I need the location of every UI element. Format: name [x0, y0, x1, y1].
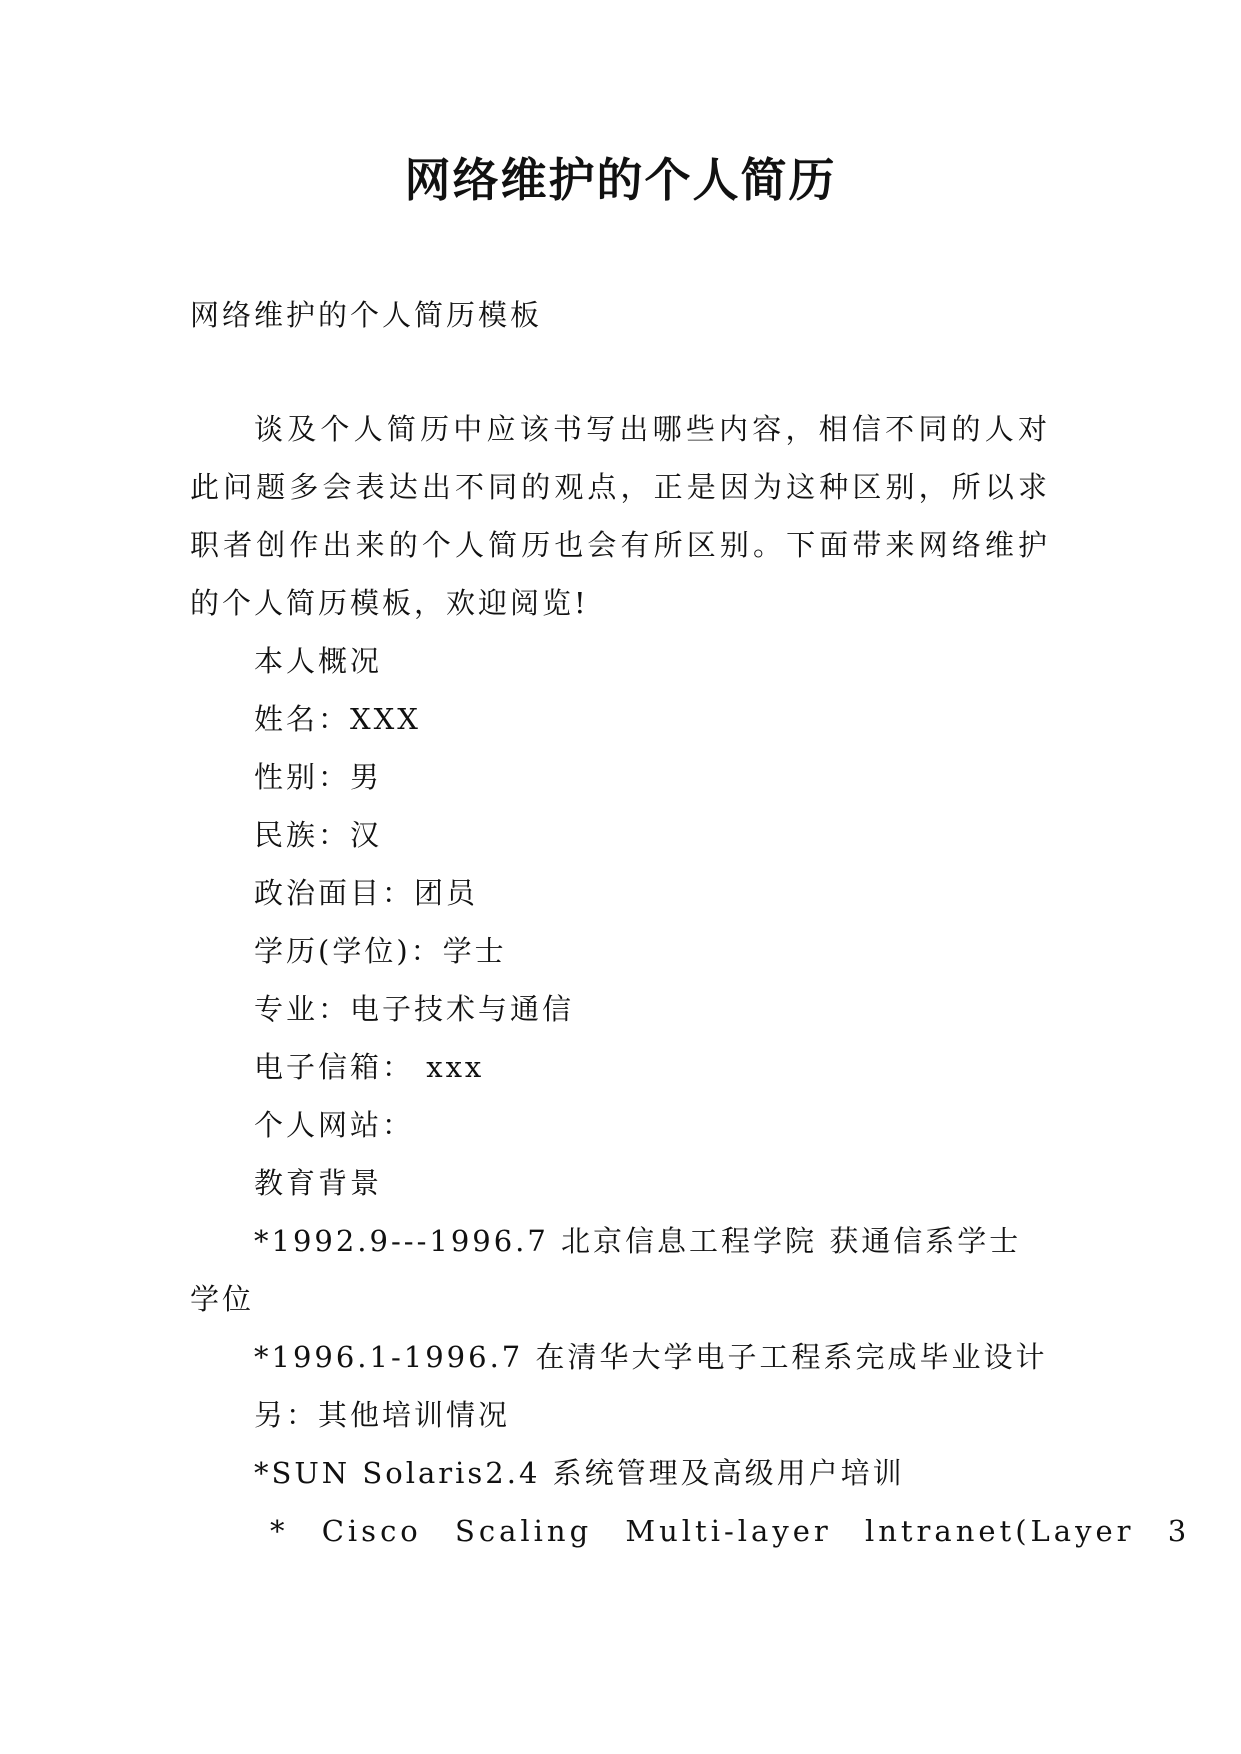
education-item: *1996.1-1996.7 在清华大学电子工程系完成毕业设计	[254, 1340, 1048, 1374]
document-title: 网络维护的个人简历	[404, 153, 837, 207]
political-status-line: 政治面目：团员	[254, 876, 479, 910]
training-item: *SUN Solaris2.4 系统管理及高级用户培训	[254, 1456, 905, 1490]
gender-line: 性别：男	[254, 760, 383, 794]
education-heading: 教育背景	[254, 1166, 383, 1200]
ethnicity-line: 民族：汉	[254, 818, 383, 852]
education-item: *1992.9---1996.7 北京信息工程学院 获通信系学士学位	[190, 1224, 1022, 1316]
website-line: 个人网站：	[254, 1108, 415, 1142]
name-line: 姓名：XXX	[254, 702, 421, 736]
other-training-line: 另：其他培训情况	[254, 1398, 511, 1432]
document-body	[190, 400, 1191, 1560]
profile-heading: 本人概况	[254, 644, 383, 678]
intro-paragraph: 谈及个人简历中应该书写出哪些内容，相信不同的人对此问题多会表达出不同的观点，正是因为这种区别，所以求职者创作出来的个人简历也会有所区别。下面带来网络维护的个人简历模板，欢迎阅览!	[190, 412, 1050, 620]
email-line: 电子信箱： xxx	[254, 1050, 485, 1084]
document-subtitle: 网络维护的个人简历模板	[190, 298, 543, 332]
major-line: 专业：电子技术与通信	[254, 992, 575, 1026]
training-item: * Cisco Scaling Multi-layer lntranet(Layer 3	[270, 1514, 1191, 1548]
degree-line: 学历(学位)：学士	[254, 934, 507, 968]
